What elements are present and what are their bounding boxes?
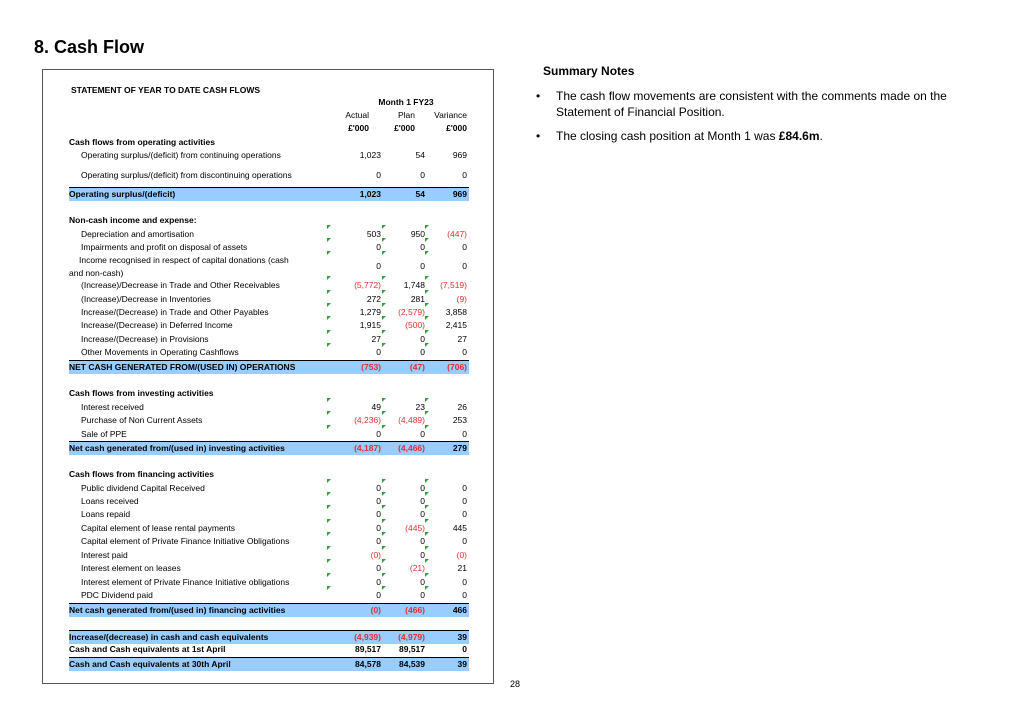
cell-variance: 26	[457, 402, 467, 412]
cell-comment-flag-icon	[327, 398, 331, 402]
cell-plan: 54	[415, 150, 425, 160]
cell-plan: 0	[420, 577, 425, 587]
cell-comment-flag-icon	[425, 492, 429, 496]
row-label: Public dividend Capital Received	[81, 483, 205, 493]
section-heading	[69, 468, 469, 481]
cell-variance: (0)	[456, 550, 467, 560]
cell-comment-flag-icon	[425, 479, 429, 483]
section-heading	[69, 387, 469, 400]
table-row	[69, 414, 469, 427]
table-row	[69, 149, 469, 162]
cell-actual: (0)	[370, 605, 381, 615]
cell-variance: 253	[452, 415, 467, 425]
row-label: Cash flows from operating activities	[69, 137, 215, 147]
row-label: Operating surplus/(deficit) from continuing operations	[81, 150, 281, 160]
cell-comment-flag-icon	[382, 492, 386, 496]
cell-plan: 54	[415, 189, 425, 199]
table-row	[69, 169, 469, 182]
row-label: Sale of PPE	[81, 429, 127, 439]
summary-notes-title: Summary Notes	[543, 64, 635, 78]
cell-actual: 0	[376, 563, 381, 573]
cell-plan: 1,748	[403, 280, 425, 290]
bullet-icon: •	[536, 129, 541, 143]
table-row	[69, 482, 469, 495]
table-row	[69, 346, 469, 359]
cell-variance: 0	[462, 590, 467, 600]
cell-comment-flag-icon	[382, 425, 386, 429]
row-label: Cash and Cash equivalents at 1st April	[69, 644, 226, 654]
table-row	[69, 576, 469, 589]
row-label: Increase/(Decrease) in Trade and Other Payables	[81, 307, 269, 317]
column-header-variance: Variance	[434, 110, 467, 120]
bullet-icon: •	[536, 89, 541, 103]
row-label: Depreciation and amortisation	[81, 229, 194, 239]
row-label: Other Movements in Operating Cashflows	[81, 347, 239, 357]
cell-comment-flag-icon	[382, 303, 386, 307]
table-row	[69, 279, 469, 292]
row-label: Interest paid	[81, 550, 128, 560]
cell-plan: 281	[410, 294, 425, 304]
summary-note	[536, 88, 966, 122]
cell-plan: 89,517	[399, 644, 425, 654]
cell-comment-flag-icon	[382, 330, 386, 334]
cell-comment-flag-icon	[382, 505, 386, 509]
cell-comment-flag-icon	[382, 532, 386, 536]
cell-comment-flag-icon	[327, 343, 331, 347]
cell-plan: (4,466)	[398, 443, 425, 453]
unit-actual: £'000	[348, 123, 369, 133]
cell-plan: 84,539	[399, 659, 425, 669]
cell-variance: 0	[462, 509, 467, 519]
row-label: Loans repaid	[81, 509, 131, 519]
row-label: Operating surplus/(deficit) from discontinuing operations	[81, 170, 292, 180]
cell-plan: 0	[420, 170, 425, 180]
cell-actual: 0	[376, 577, 381, 587]
total-row	[69, 360, 469, 374]
cell-plan: (2,579)	[398, 307, 425, 317]
table-row	[69, 228, 469, 241]
cell-comment-flag-icon	[327, 290, 331, 294]
row-label: Capital element of lease rental payments	[81, 523, 236, 533]
cell-variance: 2,415	[445, 320, 467, 330]
column-header-actual: Actual	[345, 110, 369, 120]
cell-actual: (4,939)	[354, 632, 381, 642]
cell-variance: (706)	[447, 362, 467, 372]
section-heading	[69, 214, 469, 227]
row-label: Increase/(decrease) in cash and cash equivalents	[69, 632, 269, 642]
cell-variance: 27	[457, 334, 467, 344]
cell-comment-flag-icon	[382, 411, 386, 415]
cell-variance: 0	[462, 644, 467, 654]
cell-actual: 0	[376, 429, 381, 439]
cell-actual: 1,279	[359, 307, 381, 317]
unit-plan: £'000	[394, 123, 415, 133]
table-row	[69, 241, 469, 254]
cell-variance: 279	[452, 443, 467, 453]
cell-variance: 0	[462, 170, 467, 180]
cell-comment-flag-icon	[327, 492, 331, 496]
cell-variance: 0	[462, 577, 467, 587]
table-row	[69, 428, 469, 441]
table-row	[69, 319, 469, 332]
table-row	[69, 562, 469, 575]
cell-actual: 49	[371, 402, 381, 412]
cell-plan: 0	[420, 347, 425, 357]
cell-plan: (4,489)	[398, 415, 425, 425]
row-label: (Increase)/Decrease in Inventories	[81, 294, 211, 304]
cell-comment-flag-icon	[327, 479, 331, 483]
cell-comment-flag-icon	[425, 330, 429, 334]
cell-comment-flag-icon	[327, 316, 331, 320]
cell-actual: 1,023	[359, 150, 381, 160]
cell-comment-flag-icon	[425, 225, 429, 229]
cell-comment-flag-icon	[425, 238, 429, 242]
cell-comment-flag-icon	[327, 251, 331, 255]
cell-comment-flag-icon	[425, 290, 429, 294]
cell-comment-flag-icon	[327, 330, 331, 334]
cell-actual: 1,023	[359, 189, 381, 199]
cell-actual: 0	[376, 496, 381, 506]
closing-cash-value: £84.6m	[778, 129, 820, 143]
note-text: The closing cash position at Month 1 was £84.6m.	[556, 129, 823, 143]
cell-variance: 21	[457, 563, 467, 573]
cell-plan: 23	[415, 402, 425, 412]
cell-comment-flag-icon	[327, 573, 331, 577]
cell-variance: 0	[462, 347, 467, 357]
cell-plan: (500)	[405, 320, 425, 330]
cell-variance: 0	[462, 496, 467, 506]
cell-plan: 0	[420, 536, 425, 546]
cash-flow-statement	[42, 69, 494, 684]
cell-comment-flag-icon	[382, 343, 386, 347]
cell-variance: 0	[462, 261, 467, 271]
cell-actual: 0	[376, 261, 381, 271]
cell-comment-flag-icon	[382, 316, 386, 320]
table-row	[69, 508, 469, 521]
cell-comment-flag-icon	[327, 532, 331, 536]
statement-title: STATEMENT OF YEAR TO DATE CASH FLOWS	[71, 85, 261, 95]
cell-comment-flag-icon	[382, 251, 386, 255]
row-label: Interest received	[81, 402, 144, 412]
cell-plan: (47)	[409, 362, 425, 372]
section-heading	[69, 136, 469, 149]
total-row	[69, 187, 469, 201]
cell-variance: 466	[452, 605, 467, 615]
row-label: Increase/(Decrease) in Deferred Income	[81, 320, 233, 330]
cell-comment-flag-icon	[382, 546, 386, 550]
cell-actual: 0	[376, 590, 381, 600]
cell-comment-flag-icon	[425, 425, 429, 429]
row-label: NET CASH GENERATED FROM/(USED IN) OPERATIONS	[69, 362, 296, 372]
cell-actual: 1,915	[359, 320, 381, 330]
cell-comment-flag-icon	[425, 505, 429, 509]
cell-comment-flag-icon	[425, 303, 429, 307]
cell-variance: 0	[462, 483, 467, 493]
cell-plan: 0	[420, 590, 425, 600]
cell-variance: 3,858	[445, 307, 467, 317]
page-title: 8. Cash Flow	[34, 37, 145, 57]
cell-comment-flag-icon	[425, 559, 429, 563]
row-label: Net cash generated from/(used in) financing activities	[69, 605, 286, 615]
period-header: Month 1 FY23	[378, 97, 434, 107]
cell-comment-flag-icon	[425, 398, 429, 402]
cell-plan: (466)	[405, 605, 425, 615]
total-row	[69, 657, 469, 671]
cell-actual: 0	[376, 170, 381, 180]
cell-variance: 0	[462, 242, 467, 252]
cell-comment-flag-icon	[327, 519, 331, 523]
row-label: Increase/(Decrease) in Provisions	[81, 334, 209, 344]
row-label: PDC Dividend paid	[81, 590, 153, 600]
cell-variance: 969	[452, 150, 467, 160]
row-label: Income recognised in respect of capital donations (cash	[79, 255, 289, 265]
cell-plan: (4,979)	[398, 632, 425, 642]
cell-variance: 39	[457, 632, 467, 642]
cell-actual: 0	[376, 347, 381, 357]
total-row	[69, 603, 469, 617]
table-row	[69, 401, 469, 414]
cell-plan: 0	[420, 483, 425, 493]
cell-plan: 0	[420, 242, 425, 252]
cell-comment-flag-icon	[327, 238, 331, 242]
cell-plan: 0	[420, 429, 425, 439]
cell-comment-flag-icon	[425, 546, 429, 550]
cell-comment-flag-icon	[382, 586, 386, 590]
cell-plan: (445)	[405, 523, 425, 533]
cell-variance: 39	[457, 659, 467, 669]
cell-actual: 0	[376, 483, 381, 493]
cell-plan: 950	[410, 229, 425, 239]
cell-plan: 0	[420, 496, 425, 506]
cell-variance: 445	[452, 523, 467, 533]
cell-comment-flag-icon	[425, 316, 429, 320]
row-label: Cash and Cash equivalents at 30th April	[69, 659, 231, 669]
cell-comment-flag-icon	[327, 411, 331, 415]
table-row	[69, 549, 469, 562]
cell-actual: 0	[376, 509, 381, 519]
row-label: (Increase)/Decrease in Trade and Other Receivables	[81, 280, 280, 290]
table-row	[69, 589, 469, 602]
cell-plan: 0	[420, 550, 425, 560]
table-row	[69, 643, 469, 656]
row-label-continued: and non-cash)	[69, 268, 124, 278]
cell-variance: 0	[462, 429, 467, 439]
cell-actual: 84,578	[355, 659, 381, 669]
cell-plan: 0	[420, 334, 425, 344]
cell-plan: 0	[420, 261, 425, 271]
cell-comment-flag-icon	[327, 546, 331, 550]
table-row	[69, 522, 469, 535]
cell-actual: (0)	[370, 550, 381, 560]
cell-variance: 0	[462, 536, 467, 546]
cell-comment-flag-icon	[327, 425, 331, 429]
note-text: The cash flow movements are consistent with the comments made on the Statement of Financial Position.	[556, 89, 947, 119]
cell-actual: 89,517	[355, 644, 381, 654]
cell-actual: (4,236)	[354, 415, 381, 425]
table-row	[69, 306, 469, 319]
table-row	[69, 333, 469, 346]
table-row	[69, 535, 469, 548]
cell-comment-flag-icon	[425, 276, 429, 280]
cell-variance: (9)	[456, 294, 467, 304]
cell-actual: 272	[366, 294, 381, 304]
table-row	[69, 254, 469, 280]
cell-comment-flag-icon	[425, 411, 429, 415]
cell-comment-flag-icon	[382, 573, 386, 577]
total-row	[69, 441, 469, 455]
cell-actual: (5,772)	[354, 280, 381, 290]
row-label: Capital element of Private Finance Initiative Obligations	[81, 536, 290, 546]
cell-comment-flag-icon	[425, 519, 429, 523]
cell-actual: 27	[371, 334, 381, 344]
row-label: Cash flows from investing activities	[69, 388, 214, 398]
cell-comment-flag-icon	[382, 398, 386, 402]
cell-comment-flag-icon	[327, 559, 331, 563]
cell-comment-flag-icon	[327, 586, 331, 590]
row-label: Purchase of Non Current Assets	[81, 415, 203, 425]
cell-comment-flag-icon	[382, 225, 386, 229]
row-label: Interest element on leases	[81, 563, 181, 573]
cell-comment-flag-icon	[382, 238, 386, 242]
cell-comment-flag-icon	[425, 343, 429, 347]
table-row	[69, 495, 469, 508]
cell-actual: (4,187)	[354, 443, 381, 453]
cell-comment-flag-icon	[425, 251, 429, 255]
cell-plan: 0	[420, 509, 425, 519]
cell-comment-flag-icon	[425, 573, 429, 577]
cell-comment-flag-icon	[327, 276, 331, 280]
row-label: Loans received	[81, 496, 139, 506]
cell-variance: (447)	[447, 229, 467, 239]
total-row	[69, 630, 469, 644]
row-label: Operating surplus/(deficit)	[69, 189, 176, 199]
cell-actual: (753)	[361, 362, 381, 372]
page-number: 28	[510, 679, 521, 689]
cell-comment-flag-icon	[382, 290, 386, 294]
row-label: Impairments and profit on disposal of assets	[81, 242, 248, 252]
cell-variance: 969	[452, 189, 467, 199]
summary-note	[536, 128, 966, 146]
cell-comment-flag-icon	[425, 532, 429, 536]
cell-comment-flag-icon	[382, 559, 386, 563]
cell-comment-flag-icon	[327, 505, 331, 509]
cell-actual: 0	[376, 523, 381, 533]
cell-actual: 503	[366, 229, 381, 239]
table-row	[69, 293, 469, 306]
cell-comment-flag-icon	[327, 303, 331, 307]
cell-comment-flag-icon	[382, 519, 386, 523]
unit-variance: £'000	[446, 123, 467, 133]
column-header-plan: Plan	[397, 110, 415, 120]
cell-comment-flag-icon	[382, 276, 386, 280]
cell-variance: (7,519)	[440, 280, 467, 290]
cell-actual: 0	[376, 242, 381, 252]
row-label: Net cash generated from/(used in) investing activities	[69, 443, 285, 453]
row-label: Non-cash income and expense:	[69, 215, 197, 225]
cell-comment-flag-icon	[327, 225, 331, 229]
cell-comment-flag-icon	[425, 586, 429, 590]
row-label: Interest element of Private Finance Initiative obligations	[81, 577, 290, 587]
row-label: Cash flows from financing activities	[69, 469, 215, 479]
cell-plan: (21)	[409, 563, 425, 573]
cell-actual: 0	[376, 536, 381, 546]
cell-comment-flag-icon	[382, 479, 386, 483]
